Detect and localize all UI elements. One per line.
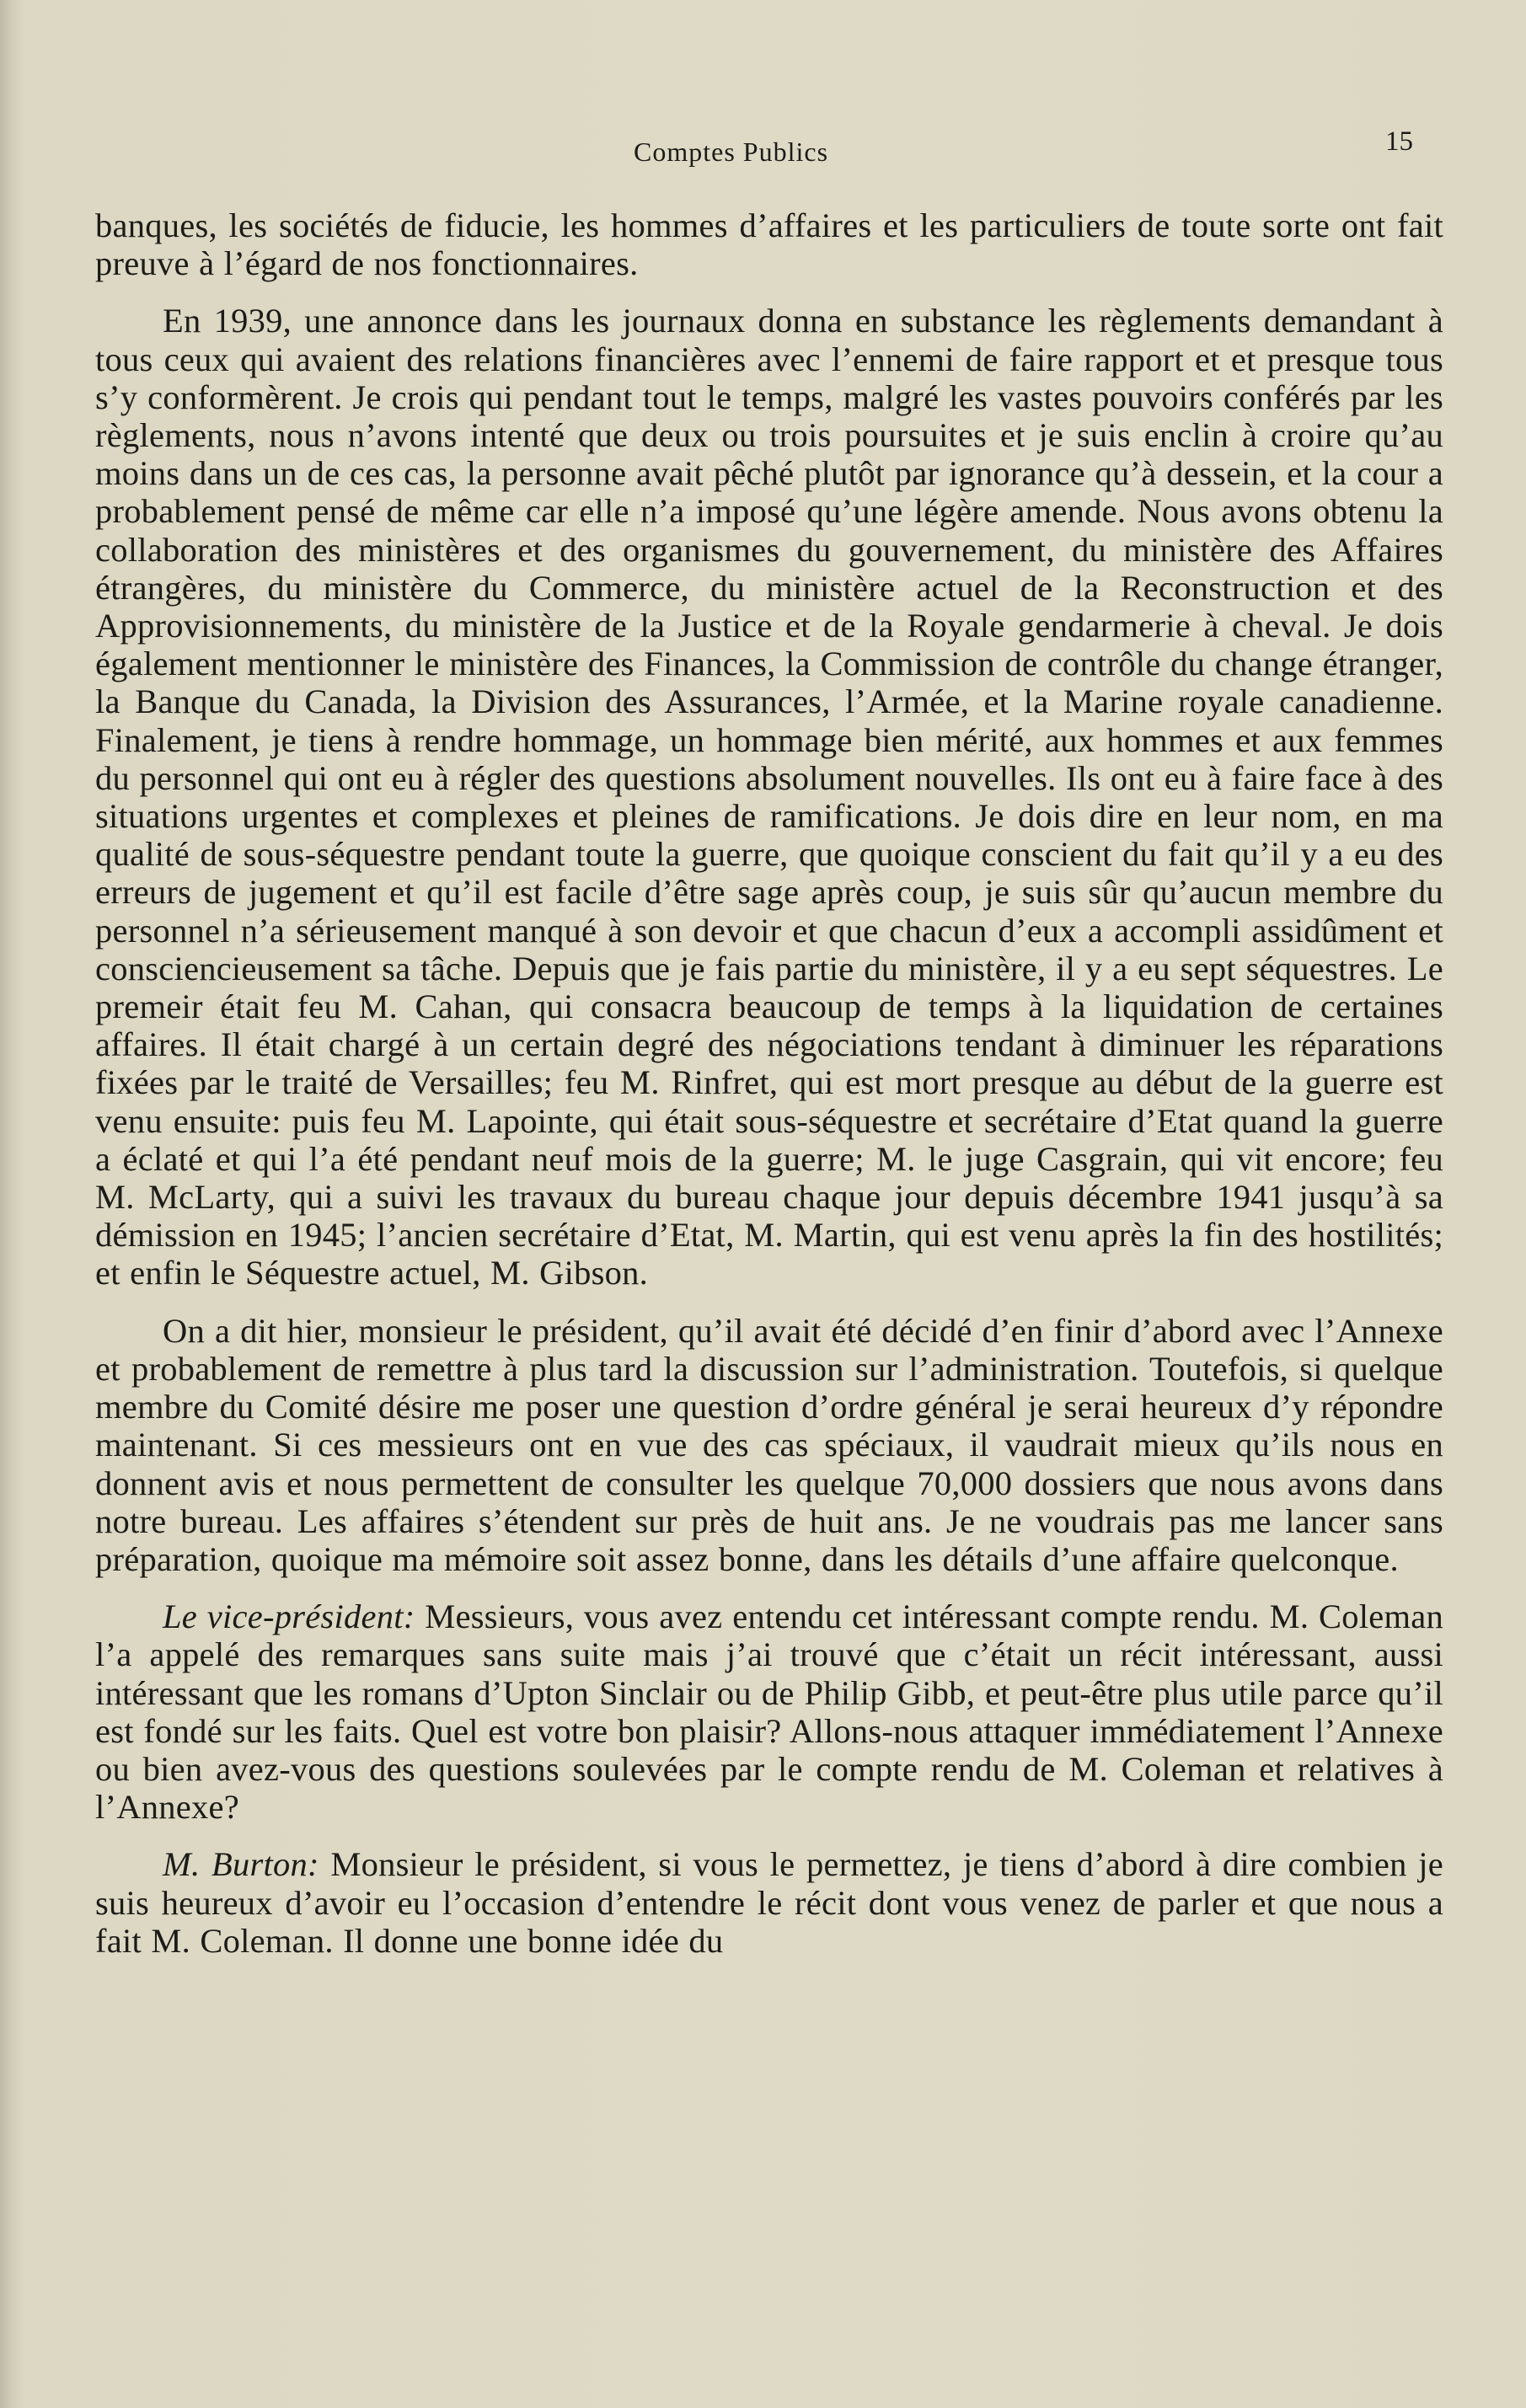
running-title: Comptes Publics [634,136,829,167]
page-header [0,126,1526,177]
page-number: 15 [1385,126,1413,157]
paragraph-text: Messieurs, vous avez entendu cet intéressant compte rendu. M. Coleman l’a appelé des remarques sans suite mais j’ai trouvé que c’était un récit intéressant, aussi intéressant que les romans d’Upton Sinclair ou de Philip Gibb, et peut-être plus utile parce qu’il est fondé sur les faits. Quel est votre bon plaisir? Allons-nous attaquer immédiatement l’Annexe ou bien avez-vous des questions soulevées par le compte rendu de M. Coleman et relatives à l’Annexe? [95,1597,1443,1827]
paragraph-text: Monsieur le président, si vous le permettez, je tiens d’abord à dire combien je suis heureux d’avoir eu l’occasion d’entendre le récit dont vous venez de parler et que nous a fait M. Coleman. Il donne une bonne idée du [95,1845,1443,1960]
paragraph-burton [95,1845,1443,1960]
paragraph-text: banques, les sociétés de fiducie, les hommes d’affaires et les particuliers de toute sorte ont fait preuve à l’égard de nos fonctionnaires. [95,206,1443,283]
paragraph-text: En 1939, une annonce dans les journaux donna en substance les règlements demandant à tous ceux qui avaient des relations financières avec l’ennemi de faire rapport et et presque tous s’y conformèrent. Je crois qui pendant tout le temps, malgré les vastes pouvoirs conférés par les règlements, nous n’avons intenté que deux ou trois poursuites et je suis enclin à croire qu’au moins dans un de ces cas, la personne avait pêché plutôt par ignorance qu’à dessein, et la cour a probablement pensé de même car elle n’a imposé qu’une légère amende. Nous avons obtenu la collaboration des ministères et des organismes du gouvernement, du ministère des Affaires étrangères, du ministère du Commerce, du ministère actuel de la Reconstruction et des Approvisionnements, du ministère de la Justice et de la Royale gendarmerie à cheval. Je dois également mentionner le ministère des Finances, la Commission de contrôle du change étranger, la Banque du Canada, la Division des Assurances, l’Armée, et la Marine royale canadienne. Finalement, je tiens à rendre hommage, un hommage bien mérité, aux hommes et aux femmes du personnel qui ont eu à régler des questions absolument nouvelles. Ils ont eu à faire face à des situations urgentes et complexes et pleines de ramifications. Je dois dire en leur nom, en ma qualité de sous-séquestre pendant toute la guerre, que quoique conscient du fait qu’il y a eu des erreurs de jugement et qu’il est facile d’être sage après coup, je suis sûr qu’aucun membre du personnel n’a sérieusement manqué à son devoir et que chacun d’eux a accompli assidûment et consciencieusement sa tâche. Depuis que je fais partie du ministère, il y a eu sept séquestres. Le premeir était feu M. Cahan, qui consacra beaucoup de temps à la liquidation de certaines affaires. Il était chargé à un certain degré des négociations tendant à diminuer les réparations fixées par le traité de Versailles; feu M. Rinfret, qui est mort presque au début de la guerre est venu ensuite: puis feu M. Lapointe, qui était sous-séquestre et secrétaire d’Etat quand la guerre a éclaté et qui l’a été pendant neuf mois de la guerre; M. le juge Casgrain, qui vit encore; feu M. McLarty, qui a suivi les travaux du bureau chaque jour depuis décembre 1941 jusqu’à sa démission en 1945; l’ancien secrétaire d’Etat, M. Martin, qui est venu après la fin des hostilités; et enfin le Séquestre actuel, M. Gibson. [95,302,1443,1292]
paragraph-vice-president [95,1597,1443,1826]
paragraph-annex [95,1312,1443,1578]
paragraph-receivers [95,302,1443,1292]
speaker-name: Le vice-président: [163,1597,415,1636]
paragraph-continuation [95,206,1443,282]
paragraph-text: On a dit hier, monsieur le président, qu’il avait été décidé d’en finir d’abord avec l’Annexe et probablement de remettre à plus tard la discussion sur l’administration. Toutefois, si quelque membre du Comité désire me poser une question d’ordre général je serai heureux d’y répondre maintenant. Si ces messieurs ont en vue des cas spéciaux, il vaudrait mieux qu’ils nous en donnent avis et nous permettent de consulter les quelque 70,000 dossiers que nous avons dans notre bureau. Les affaires s’étendent sur près de huit ans. Je ne voudrais pas me lancer sans préparation, quoique ma mémoire soit assez bonne, dans les détails d’une affaire quelconque. [95,1311,1443,1578]
body-text [95,206,1443,1960]
speaker-name: M. Burton: [163,1845,319,1884]
